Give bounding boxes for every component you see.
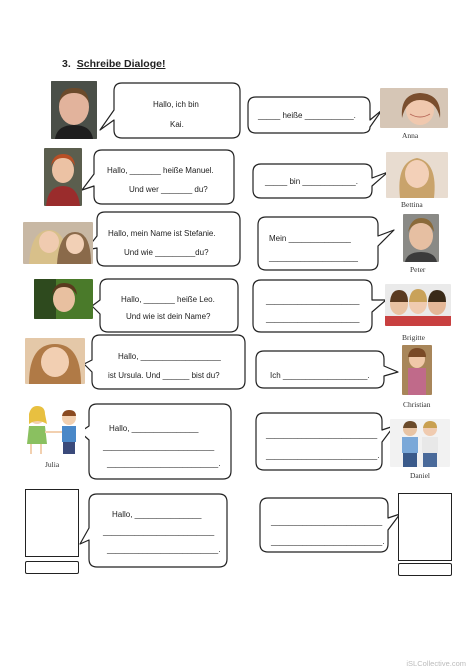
dialogue-1-right-line-1: _____ heiße ___________.	[258, 111, 356, 120]
dialogue-3-right-line-1: Mein ______________	[269, 234, 351, 243]
empty-photo-frame-left	[25, 489, 79, 557]
dialogue-2-left-line-2: Und wer _______ du?	[129, 185, 208, 194]
dialogue-1-left-line-2: Kai.	[170, 120, 184, 129]
bubble-left-1	[100, 83, 240, 138]
dialogue-4-left-line-1: Hallo, _______ heiße Leo.	[121, 295, 215, 304]
dialogue-3-left-line-2: Und wie _________du?	[124, 248, 209, 257]
dialogue-5-left-line-2: ist Ursula. Und ______ bist du?	[108, 371, 220, 380]
caption-bettina: Bettina	[401, 200, 423, 209]
dialogue-2-right-line-1: _____ bin ____________.	[265, 177, 358, 186]
dialogue-4-right-line-2: _____________________	[266, 314, 360, 323]
dialogue-5-right-line-1: Ich ___________________.	[270, 371, 370, 380]
photo-leo	[34, 279, 93, 319]
bubble-left-5	[84, 335, 245, 389]
dialogue-7-right-line-1: _________________________	[271, 517, 383, 526]
photo-manuel	[44, 148, 82, 206]
bubble-right-5	[256, 351, 398, 388]
caption-christian: Christian	[403, 400, 431, 409]
bubble-right-3	[258, 217, 394, 270]
name-field-right[interactable]	[398, 563, 452, 576]
photo-kai	[51, 81, 97, 139]
photo-stefanie	[23, 222, 93, 264]
empty-photo-frame-right	[398, 493, 452, 561]
dialogue-6-left-line-2: _________________________	[103, 442, 215, 451]
dialogue-6-right-line-1: _________________________	[266, 430, 378, 439]
photo-ursula	[25, 338, 85, 384]
dialogue-4-left-line-2: Und wie ist dein Name?	[126, 312, 211, 321]
dialogue-7-right-line-2: _________________________.	[271, 537, 385, 546]
dialogue-4-right-line-1: _____________________	[266, 296, 360, 305]
bubble-left-2	[82, 150, 234, 204]
bubble-right-6	[256, 413, 394, 470]
dialogue-5-left-line-1: Hallo, __________________	[118, 352, 221, 361]
dialogue-6-left-line-1: Hallo, _______________	[109, 424, 199, 433]
dialogue-2-left-line-1: Hallo, _______ heiße Manuel.	[107, 166, 214, 175]
name-field-left[interactable]	[25, 561, 79, 574]
bubble-left-4	[92, 279, 238, 332]
dialogue-6-left-line-3: _________________________.	[107, 459, 221, 468]
bubble-right-4	[253, 280, 386, 332]
dialogue-1-left-line-1: Hallo, ich bin	[153, 100, 199, 109]
caption-julia: Julia	[45, 460, 60, 469]
caption-anna: Anna	[402, 131, 419, 140]
photo-daniel	[390, 419, 450, 467]
dialogue-3-left-line-1: Hallo, mein Name ist Stefanie.	[108, 229, 216, 238]
photo-anna	[380, 88, 448, 128]
exercise-title: Schreibe Dialoge!	[76, 58, 166, 70]
watermark: iSLCollective.com	[406, 659, 466, 668]
dialogue-3-right-line-2: ____________________	[269, 253, 358, 262]
photo-christian	[402, 345, 432, 395]
bubble-left-3	[86, 212, 240, 266]
caption-brigitte: Brigitte	[402, 333, 425, 342]
dialogue-7-left-line-2: _________________________	[103, 527, 215, 536]
exercise-number: 3.	[62, 58, 71, 70]
dialogue-7-left-line-3: _________________________.	[107, 545, 221, 554]
caption-daniel: Daniel	[410, 471, 430, 480]
photo-brigitte	[385, 284, 451, 326]
photo-bettina	[386, 152, 448, 198]
dialogue-6-right-line-2: _________________________.	[266, 451, 380, 460]
illustration-julia	[19, 404, 85, 456]
photo-peter	[403, 214, 439, 262]
caption-peter: Peter	[410, 265, 426, 274]
dialogue-7-left-line-1: Hallo, _______________	[112, 510, 202, 519]
